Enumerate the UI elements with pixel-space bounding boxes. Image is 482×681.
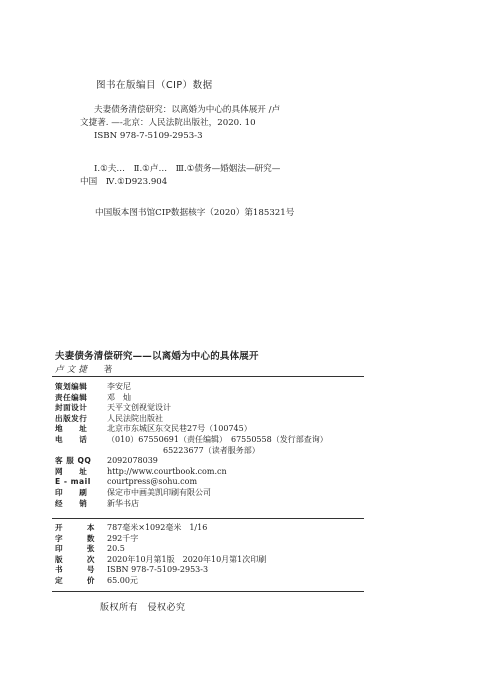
spec-value: 20.5: [107, 544, 125, 554]
spec-label: 版次: [55, 554, 95, 564]
credit-row: [55, 414, 365, 425]
cip-entry-line2: 文捷著. —-北京：人民法院出版社，2020. 10: [80, 118, 256, 128]
rights-notice: 版权所有 侵权必究: [100, 603, 186, 613]
spec-label: 印张: [55, 544, 95, 554]
credit-row: [55, 435, 365, 446]
contact-row: [55, 488, 365, 499]
credit-value: 李安尼: [107, 382, 131, 391]
cip-class-line1: Ⅰ.①夫… Ⅱ.①卢… Ⅲ.①债务—婚姻法—研究—: [94, 164, 281, 174]
spec-label: 字数: [55, 533, 95, 543]
author-role: 著: [103, 365, 113, 375]
contact-label: 经 销: [55, 498, 88, 508]
contact-row: [55, 477, 365, 488]
credit-label: 封面设计: [55, 403, 88, 413]
spec-value: 292千字: [107, 533, 139, 543]
contact-row: [55, 499, 365, 510]
cip-isbn: ISBN 978-7-5109-2953-3: [94, 131, 203, 141]
contact-value: 2092078039: [107, 456, 158, 466]
credits-block: [55, 382, 365, 509]
contact-row: [55, 467, 365, 478]
cip-entry-line1: 夫妻债务清偿研究：以离婚为中心的具体展开 /卢: [94, 105, 281, 115]
spec-row: [55, 523, 365, 534]
spec-value: 787毫米×1092毫米 1/16: [107, 523, 208, 532]
credit-value: 北京市东城区东交民巷27号（100745）: [107, 424, 252, 434]
spec-row: [55, 576, 365, 587]
credit-value: 天平文创视觉设计: [107, 403, 171, 413]
contact-label: E - mail: [55, 477, 91, 487]
credit-row: [55, 382, 365, 393]
spec-row: [55, 565, 365, 576]
credit-row: [55, 424, 365, 435]
spec-value: 65.00元: [107, 575, 138, 585]
credit-label: 策划编辑: [55, 382, 88, 391]
contact-row: [55, 456, 365, 467]
credit-label: 出版发行: [55, 413, 88, 423]
cip-entry: [80, 104, 380, 143]
book-title: 夫妻债务清偿研究——以离婚为中心的具体展开: [55, 351, 259, 362]
spec-label: 定价: [55, 575, 95, 585]
contact-label: 印 刷: [55, 487, 88, 497]
contact-label: 客 服 QQ: [55, 456, 92, 466]
contact-value: 新华书店: [107, 498, 139, 508]
cip-class-line2: 中国 Ⅳ.①D923.904: [80, 177, 168, 187]
contact-label: 网 址: [55, 466, 88, 476]
credit-value: 邓 灿: [107, 392, 131, 402]
credit-label: 地 址: [55, 424, 88, 434]
spec-label: 书号: [55, 565, 95, 575]
cip-classification: [80, 163, 380, 189]
specs-block: [55, 523, 365, 587]
contact-value: courtpress@sohu.com: [107, 477, 198, 487]
divider-top: [52, 376, 364, 377]
book-author: [55, 363, 112, 375]
spec-value: 2020年10月第1版 2020年10月第1次印刷: [107, 554, 267, 564]
credit-value: 人民法院出版社: [107, 413, 163, 423]
spec-label: 开本: [55, 523, 95, 532]
credit-value: （010）67550691（责任编辑） 67550558（发行部查询）: [107, 434, 328, 444]
spec-row: [55, 534, 365, 545]
credit-row: [55, 393, 365, 404]
credit-label: 电 话: [55, 434, 88, 444]
cip-record-number: 中国版本图书馆CIP数据核字（2020）第185321号: [95, 208, 295, 218]
contact-value: 保定市中画美凯印刷有限公司: [107, 487, 211, 497]
spec-row: [55, 555, 365, 566]
credit-row: [55, 403, 365, 414]
divider-bottom: [52, 591, 364, 592]
spec-row: [55, 544, 365, 555]
credit-label: 责任编辑: [55, 392, 88, 402]
divider-middle: [52, 518, 364, 519]
phone-continuation: 65223677（读者服务部）: [163, 445, 260, 455]
author-name: 卢文捷: [55, 365, 90, 375]
contact-value: http://www.courtbook.com.cn: [107, 466, 227, 476]
cip-heading: 图书在版编目（CIP）数据: [96, 80, 213, 91]
spec-value: ISBN 978-7-5109-2953-3: [107, 565, 209, 575]
